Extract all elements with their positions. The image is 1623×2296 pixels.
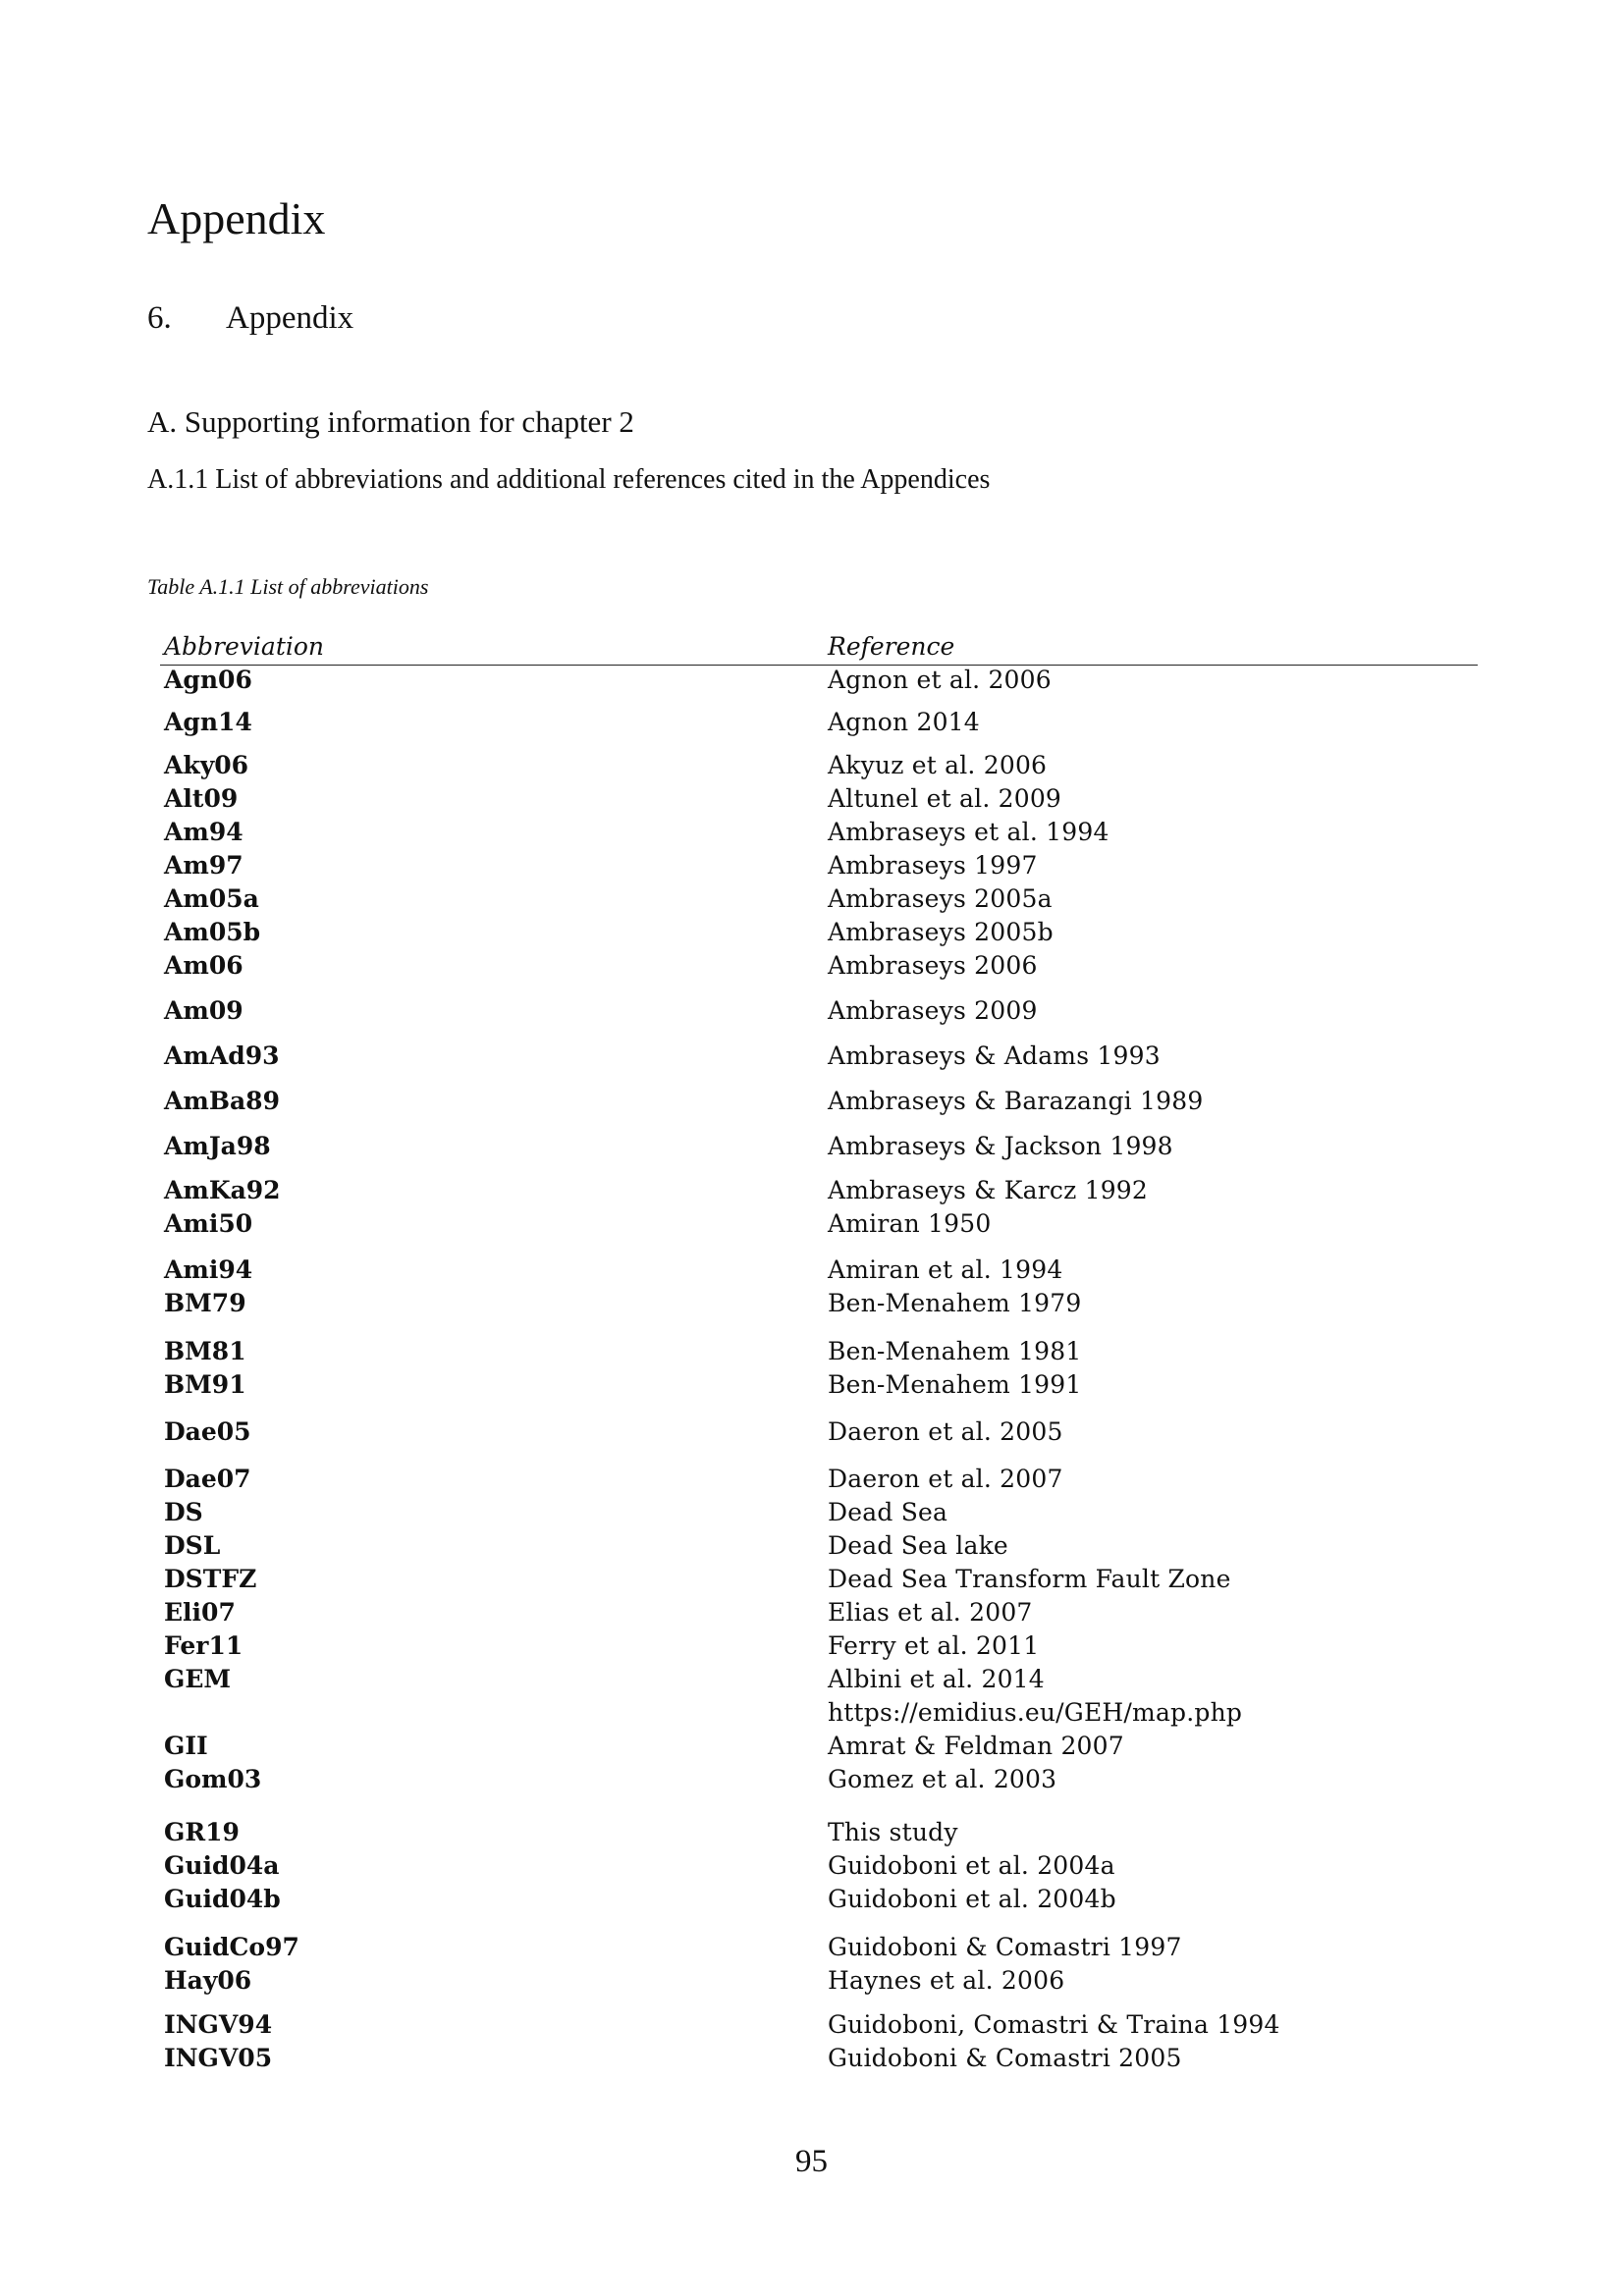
reference-cell: Ambraseys & Barazangi 1989	[828, 1087, 1204, 1115]
reference-cell: Ben-Menahem 1981	[828, 1337, 1082, 1365]
table-row	[160, 996, 1478, 1028]
table-row	[160, 666, 1478, 697]
reference-link[interactable]: https://emidius.eu/GEH/map.php	[828, 1698, 1243, 1727]
reference-cell: Dead Sea Transform Fault Zone	[828, 1565, 1231, 1593]
abbreviation-cell: BM79	[164, 1289, 246, 1317]
section-title: Appendix	[226, 300, 354, 336]
table-row	[160, 1255, 1478, 1287]
reference-cell: Amrat & Feldman 2007	[828, 1732, 1124, 1760]
table-row	[160, 1498, 1478, 1529]
abbreviation-cell: Agn14	[164, 708, 252, 736]
abbreviation-cell: GEM	[164, 1665, 232, 1693]
reference-cell: Ambraseys 2009	[828, 996, 1038, 1025]
abbreviation-cell: Am05b	[164, 918, 261, 946]
table-row	[160, 1665, 1478, 1696]
reference-cell: Gomez et al. 2003	[828, 1765, 1057, 1793]
abbreviation-cell: Fer11	[164, 1631, 243, 1660]
abbreviation-cell: Aky06	[164, 751, 249, 779]
table-row	[160, 1041, 1478, 1073]
abbreviation-cell: Agn06	[164, 666, 252, 694]
reference-cell: Daeron et al. 2005	[828, 1417, 1063, 1446]
reference-cell: Guidoboni & Comastri 2005	[828, 2044, 1182, 2072]
reference-cell: Altunel et al. 2009	[828, 784, 1062, 813]
table-row	[160, 1417, 1478, 1449]
table-row	[160, 1087, 1478, 1118]
reference-cell: Guidoboni et al. 2004a	[828, 1851, 1115, 1880]
abbreviation-cell: Am05a	[164, 884, 259, 913]
table-row	[160, 1933, 1478, 1964]
abbreviation-cell: AmKa92	[164, 1176, 281, 1204]
abbreviation-cell: Am06	[164, 951, 243, 980]
table-row	[160, 1465, 1478, 1496]
table-row	[160, 751, 1478, 782]
abbreviation-cell: Am09	[164, 996, 243, 1025]
reference-cell: Albini et al. 2014	[828, 1665, 1045, 1693]
page-header: Appendix	[147, 193, 326, 243]
table-row	[160, 1132, 1478, 1163]
abbreviation-cell: INGV05	[164, 2044, 273, 2072]
subsubsection-title: A.1.1 List of abbreviations and additional references cited in the Appendices	[147, 464, 991, 495]
table-row	[160, 884, 1478, 916]
reference-cell: Amiran et al. 1994	[828, 1255, 1063, 1284]
abbreviation-cell: GuidCo97	[164, 1933, 299, 1961]
abbreviation-cell: Dae05	[164, 1417, 251, 1446]
table-caption: Table A.1.1 List of abbreviations	[147, 574, 429, 599]
abbreviation-cell: INGV94	[164, 2010, 273, 2039]
reference-cell: Ambraseys 2005b	[828, 918, 1054, 946]
reference-cell: Akyuz et al. 2006	[828, 751, 1048, 779]
abbreviation-cell: AmJa98	[164, 1132, 271, 1160]
abbreviation-cell: GII	[164, 1732, 208, 1760]
table-row	[160, 1565, 1478, 1596]
reference-cell: Haynes et al. 2006	[828, 1966, 1065, 1995]
reference-cell: Agnon 2014	[828, 708, 980, 736]
reference-cell: Elias et al. 2007	[828, 1598, 1033, 1627]
table-row	[160, 1732, 1478, 1763]
table-row	[160, 1765, 1478, 1796]
table-row	[160, 1289, 1478, 1320]
abbreviation-cell: Eli07	[164, 1598, 236, 1627]
section-heading	[147, 300, 353, 337]
section-number: 6.	[147, 300, 172, 336]
table-row	[160, 1818, 1478, 1849]
abbreviation-cell: DSTFZ	[164, 1565, 257, 1593]
abbreviation-cell: Hay06	[164, 1966, 252, 1995]
table-row	[160, 1337, 1478, 1368]
reference-cell: Ambraseys & Adams 1993	[828, 1041, 1161, 1070]
abbreviation-cell: Ami94	[164, 1255, 253, 1284]
table-row	[160, 951, 1478, 983]
reference-cell: Ferry et al. 2011	[828, 1631, 1040, 1660]
abbreviation-cell: BM91	[164, 1370, 246, 1399]
table-row	[160, 1176, 1478, 1207]
reference-cell: Ben-Menahem 1979	[828, 1289, 1082, 1317]
reference-cell: Guidoboni & Comastri 1997	[828, 1933, 1182, 1961]
reference-cell: Ambraseys & Karcz 1992	[828, 1176, 1149, 1204]
table-row	[160, 1209, 1478, 1241]
subsection-title: A. Supporting information for chapter 2	[147, 404, 634, 439]
table-row	[160, 851, 1478, 882]
abbreviation-cell: BM81	[164, 1337, 246, 1365]
abbreviation-cell: DSL	[164, 1531, 221, 1560]
abbreviation-cell: Am97	[164, 851, 243, 880]
abbreviation-cell: Guid04b	[164, 1885, 281, 1913]
reference-cell: Dead Sea	[828, 1498, 948, 1526]
table-row	[160, 708, 1478, 739]
reference-cell: Amiran 1950	[828, 1209, 992, 1238]
reference-cell: Guidoboni et al. 2004b	[828, 1885, 1116, 1913]
abbreviation-cell: AmBa89	[164, 1087, 280, 1115]
table-row	[160, 918, 1478, 949]
table-row	[160, 1966, 1478, 1998]
table-row	[160, 2044, 1478, 2075]
abbreviation-cell: AmAd93	[164, 1041, 280, 1070]
reference-cell: Ambraseys et al. 1994	[828, 818, 1109, 846]
table-row	[160, 784, 1478, 816]
page-number: 95	[795, 2144, 828, 2179]
reference-cell: Ambraseys 2005a	[828, 884, 1053, 913]
reference-cell: Agnon et al. 2006	[828, 666, 1052, 694]
abbreviation-cell: Dae07	[164, 1465, 251, 1493]
table-row	[160, 1631, 1478, 1663]
column-header-reference: Reference	[828, 632, 955, 661]
abbreviation-cell: Guid04a	[164, 1851, 280, 1880]
table-row	[160, 1598, 1478, 1629]
abbreviation-cell: Alt09	[164, 784, 239, 813]
reference-cell: Ambraseys 1997	[828, 851, 1038, 880]
reference-cell: Daeron et al. 2007	[828, 1465, 1063, 1493]
column-header-abbreviation: Abbreviation	[164, 632, 325, 661]
abbreviation-cell: Am94	[164, 818, 243, 846]
abbreviation-cell: DS	[164, 1498, 203, 1526]
abbreviation-cell: Gom03	[164, 1765, 262, 1793]
table-row	[160, 1851, 1478, 1883]
reference-cell: Dead Sea lake	[828, 1531, 1008, 1560]
table-row	[160, 1698, 1478, 1730]
table-row	[160, 818, 1478, 849]
reference-cell: Ambraseys 2006	[828, 951, 1038, 980]
abbreviation-cell: GR19	[164, 1818, 240, 1846]
reference-cell: Guidoboni, Comastri & Traina 1994	[828, 2010, 1280, 2039]
table-row	[160, 1885, 1478, 1916]
abbreviation-cell: Ami50	[164, 1209, 253, 1238]
reference-cell: Ben-Menahem 1991	[828, 1370, 1082, 1399]
table-row	[160, 1370, 1478, 1402]
reference-cell: This study	[828, 1818, 958, 1846]
table-row	[160, 1531, 1478, 1563]
table-row	[160, 2010, 1478, 2042]
reference-cell: Ambraseys & Jackson 1998	[828, 1132, 1173, 1160]
